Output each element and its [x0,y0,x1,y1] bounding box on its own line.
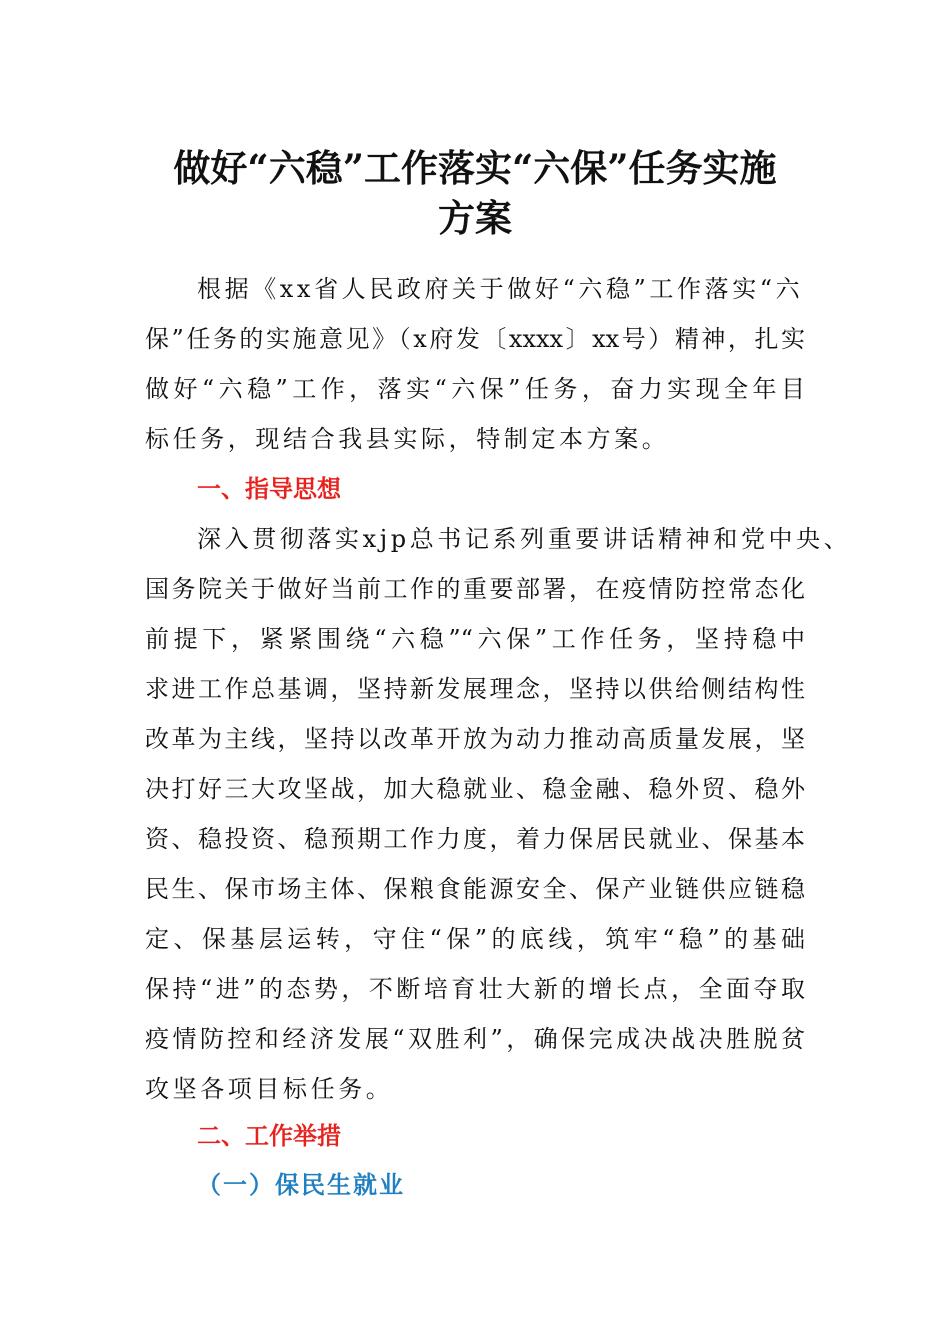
section-1-heading: 一、指导思想 [197,475,341,503]
intro-line-3: 做好“六稳”工作，落实“六保”任务，奋力实现全年目 [145,375,805,403]
section-1-line-2: 国务院关于做好当前工作的重要部署，在疫情防控常态化 [145,575,805,603]
section-1-line-1: 深入贯彻落实xjp总书记系列重要讲话精神和党中央、 [197,525,852,553]
section-1-line-9: 定、保基层运转，守住“保”的底线，筑牢“稳”的基础 [145,925,805,953]
section-2-heading: 二、工作举措 [197,1122,341,1150]
section-2-subheading-1: （一）保民生就业 [197,1170,405,1199]
intro-line-2: 保”任务的实施意见》（x府发〔xxxx〕xx号）精神，扎实 [145,325,805,353]
section-1-line-6: 决打好三大攻坚战，加大稳就业、稳金融、稳外贸、稳外 [145,775,805,803]
section-1-line-11: 疫情防控和经济发展“双胜利”，确保完成决战决胜脱贫 [145,1025,805,1053]
section-1-line-10: 保持“进”的态势，不断培育壮大新的增长点，全面夺取 [145,975,805,1003]
section-1-line-8: 民生、保市场主体、保粮食能源安全、保产业链供应链稳 [145,875,805,903]
intro-line-1: 根据《xx省人民政府关于做好“六稳”工作落实“六 [197,275,804,303]
section-1-line-12: 攻坚各项目标任务。 [145,1075,394,1103]
section-1-line-7: 资、稳投资、稳预期工作力度，着力保居民就业、保基本 [145,825,805,853]
intro-line-4: 标任务，现结合我县实际，特制定本方案。 [145,425,670,453]
document-title-line-2: 方案 [438,196,512,240]
document-title-line-1: 做好“六稳”工作落实“六保”任务实施 [173,146,777,190]
section-1-paragraph [145,514,852,1114]
section-1-line-3: 前提下，紧紧围绕“六稳”“六保”工作任务，坚持稳中 [145,625,805,653]
intro-paragraph [145,264,805,464]
section-1-line-4: 求进工作总基调，坚持新发展理念，坚持以供给侧结构性 [145,675,805,703]
section-1-line-5: 改革为主线，坚持以改革开放为动力推动高质量发展，坚 [145,725,805,753]
